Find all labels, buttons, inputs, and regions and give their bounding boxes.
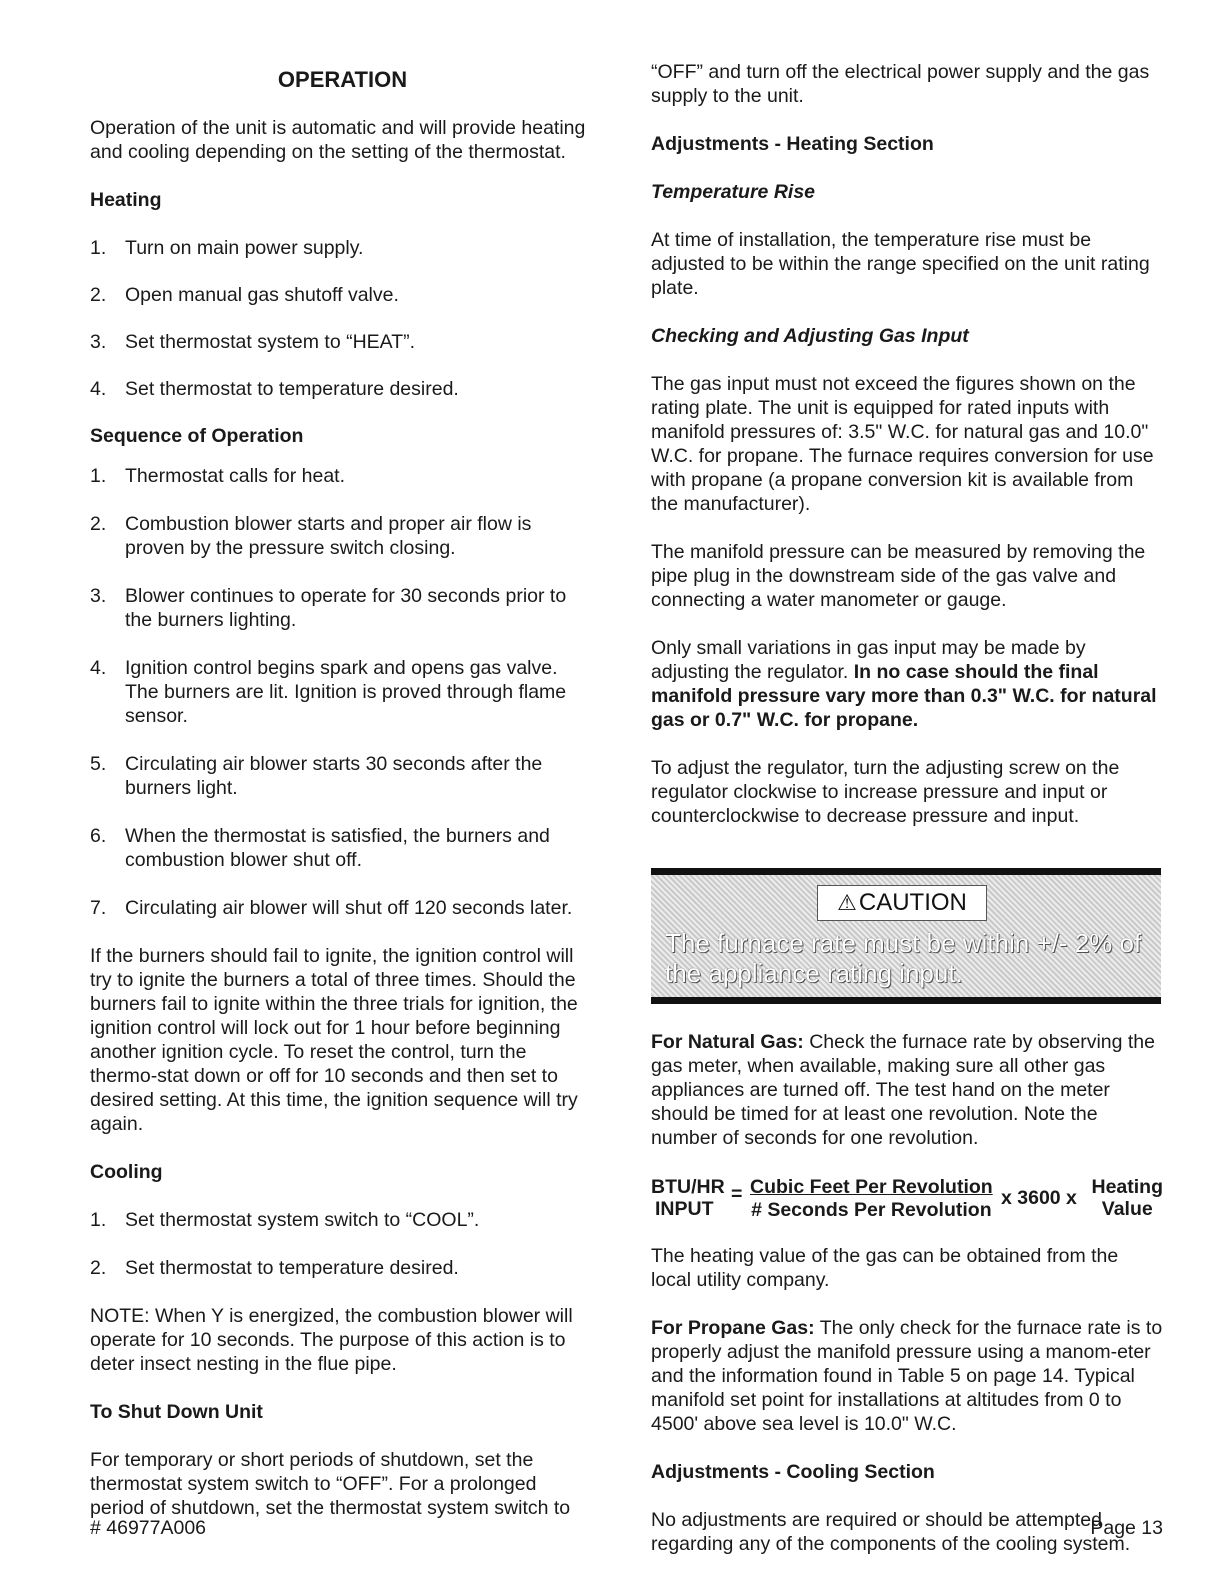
regulator-variation-paragraph: Only small variations in gas input may be made by adjusting the regulator. In no case should the final manifold pressure vary more than 0.3" W.C. for natural gas or 0.7" W.C. for propane. — [651, 637, 1157, 731]
shutdown-paragraph: For temporary or short periods of shutdown, set the thermostat system switch to “OFF”. For a prolonged period of shutdown, set the thermostat system switch to — [90, 1449, 571, 1519]
left-column — [90, 60, 595, 1544]
ignition-note: If the burners should fail to ignite, the ignition control will try to ignite the burners a total of three times. Should the burners fail to ignite within the three trials for ignition, the ignition control will lock out for 1 hour before beginning another ignition cycle. To reset the control, turn the thermo-stat down or off for 10 seconds and then set to desired setting. At this time, the ignition sequence will try again. — [90, 945, 578, 1135]
natural-gas-paragraph: For Natural Gas: Check the furnace rate by observing the gas meter, when available, making sure all other gas appliances are turned off. The test hand on the meter should be timed for at least one revolution. Note the number of seconds for one revolution. — [651, 1031, 1155, 1149]
formula-equals: = — [731, 1183, 743, 1205]
cooling-heading: Cooling — [90, 1161, 163, 1183]
warning-triangle-icon: ⚠ — [837, 890, 857, 915]
shutdown-continued: “OFF” and turn off the electrical power supply and the gas supply to the unit. — [651, 61, 1150, 107]
list-item: 3. Blower continues to operate for 30 seconds prior to the burners lighting. — [90, 585, 567, 631]
adjustments-cooling-paragraph: No adjustments are required or should be attempted regarding any of the components of the cooling system. — [651, 1509, 1131, 1555]
intro-paragraph: Operation of the unit is automatic and will provide heating and cooling depending on the setting of the thermostat. — [90, 117, 586, 163]
list-item: 7. Circulating air blower will shut off 120 seconds later. — [90, 897, 573, 919]
caution-bottom-bar — [651, 997, 1161, 1004]
formula-fraction: Cubic Feet Per Revolution # Seconds Per Revolution — [750, 1176, 993, 1221]
caution-label: ⚠CAUTION — [817, 885, 987, 921]
list-item: 2. Open manual gas shutoff valve. — [90, 284, 399, 306]
list-item: 2. Combustion blower starts and proper air flow is proven by the pressure switch closing. — [90, 513, 532, 559]
list-item: 1. Turn on main power supply. — [90, 237, 364, 259]
heating-heading: Heating — [90, 189, 162, 211]
regulator-adjust-paragraph: To adjust the regulator, turn the adjusting screw on the regulator clockwise to increase pressure and input or counterclockwise to decrease pressure and input. — [651, 757, 1120, 827]
temperature-rise-heading: Temperature Rise — [651, 181, 816, 203]
propane-paragraph: For Propane Gas: The only check for the furnace rate is to properly adjust the manifold pressure using a manom-eter and the information found in Table 5 on page 14. Typical manifold set point for installations at altitudes from 0 to 4500' above sea level is 10.0" W.C. — [651, 1317, 1163, 1435]
formula-lhs: BTU/HR INPUT — [651, 1176, 725, 1220]
formula-multiplier: x 3600 x — [1001, 1187, 1077, 1209]
heating-steps — [90, 236, 595, 401]
cooling-steps — [90, 1208, 595, 1280]
list-item: 1. Thermostat calls for heat. — [90, 465, 346, 487]
page-number: Page 13 — [1090, 1517, 1163, 1539]
right-column — [651, 60, 1163, 1580]
caution-top-bar — [651, 868, 1161, 875]
gas-input-heading: Checking and Adjusting Gas Input — [651, 325, 969, 347]
sequence-heading: Sequence of Operation — [90, 425, 304, 447]
list-item: 4. Set thermostat to temperature desired. — [90, 378, 459, 400]
list-item: 2. Set thermostat to temperature desired. — [90, 1257, 459, 1279]
page-title: OPERATION — [277, 67, 408, 92]
heating-value-paragraph: The heating value of the gas can be obtained from the local utility company. — [651, 1245, 1119, 1291]
formula-heating-value: Heating Value — [1091, 1176, 1163, 1220]
list-item: 5. Circulating air blower starts 30 seconds after the burners light. — [90, 753, 543, 799]
list-item: 6. When the thermostat is satisfied, the burners and combustion blower shut off. — [90, 825, 550, 871]
sequence-steps — [90, 464, 595, 920]
cooling-note: NOTE: When Y is energized, the combustion blower will operate for 10 seconds. The purpose of this action is to deter insect nesting in the flue pipe. — [90, 1305, 573, 1375]
list-item: 1. Set thermostat system switch to “COOL”. — [90, 1209, 480, 1231]
list-item: 3. Set thermostat system to “HEAT”. — [90, 331, 416, 353]
document-number: # 46977A006 — [90, 1517, 207, 1539]
adjustments-cooling-heading: Adjustments - Cooling Section — [651, 1461, 935, 1483]
gas-input-paragraph: The gas input must not exceed the figures shown on the rating plate. The unit is equipped for rated inputs with manifold pressures of: 3.5" W.C. for natural gas and 10.0" W.C. for propane. The furnace requires conversion for use with propane (a propane conversion kit is available from the manufacturer). — [651, 373, 1154, 515]
caution-box — [651, 868, 1161, 1004]
adjustments-heating-heading: Adjustments - Heating Section — [651, 133, 934, 155]
manifold-pressure-paragraph: The manifold pressure can be measured by removing the pipe plug in the downstream side of the gas valve and connecting a water manometer or gauge. — [651, 541, 1146, 611]
temperature-rise-paragraph: At time of installation, the temperature rise must be adjusted to be within the range specified on the unit rating plate. — [651, 229, 1150, 299]
shutdown-heading: To Shut Down Unit — [90, 1401, 263, 1423]
list-item: 4. Ignition control begins spark and opens gas valve. The burners are lit. Ignition is proved through flame sensor. — [90, 657, 567, 727]
caution-message: The furnace rate must be within +/- 2% of the appliance rating input. — [665, 928, 1142, 988]
btu-formula — [651, 1174, 1163, 1228]
